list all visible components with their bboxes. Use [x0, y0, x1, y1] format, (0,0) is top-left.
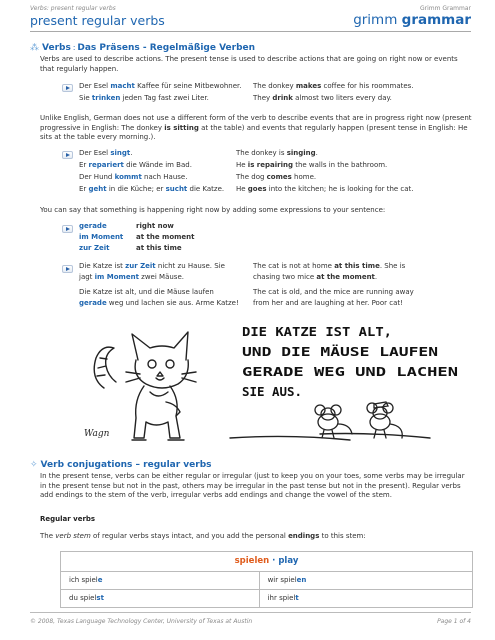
brand-word-1: grimm	[353, 12, 398, 29]
table-cell: wir spielen	[259, 572, 472, 590]
example-en-2: They drink almost two liters every day.	[253, 94, 392, 102]
expression-en-3: at this time	[136, 244, 182, 252]
table-row	[61, 572, 473, 590]
page-title: present regular verbs	[30, 12, 165, 28]
example-de-10: gerade weg und lachen sie aus. Arme Katze!	[79, 299, 239, 307]
section-icon: ⁂	[30, 43, 39, 53]
example-de-3: Der Esel singt.	[79, 149, 133, 157]
example-de-7: Die Katze ist zur Zeit nicht zu Hause. Sie	[79, 262, 225, 270]
expression-de-1: gerade	[79, 222, 107, 230]
running-header-left: Verbs: present regular verbs	[30, 5, 116, 12]
example-en-4: He is repairing the walls in the bathroom.	[236, 161, 388, 169]
example-de-6: Er geht in die Küche; er sucht die Katze.	[79, 185, 225, 193]
table-cell: du spielst	[61, 590, 260, 608]
caption-line-2: UND DIE MÄUSE LAUFEN	[242, 345, 387, 359]
expression-de-2: im Moment	[79, 233, 124, 241]
illustration-signature: Wagn	[84, 429, 110, 439]
brand-word-2: grammar	[401, 12, 471, 29]
section-title: Verbs	[42, 43, 71, 53]
example-de-1: Der Esel macht Kaffee für seine Mitbewohner.	[79, 82, 242, 90]
example-en-8: chasing two mice at the moment.	[253, 273, 378, 281]
expression-de-3: zur Zeit	[79, 244, 110, 252]
section-separator: :	[72, 43, 76, 52]
table-row	[61, 590, 473, 608]
footer-copyright: © 2008, Texas Language Technology Center, University of Texas at Austin	[30, 618, 253, 625]
expression-en-1: right now	[136, 222, 174, 230]
example-en-6: He goes into the kitchen; he is looking for the cat.	[236, 185, 414, 193]
play-icon[interactable]	[62, 84, 73, 92]
example-de-5: Der Hund kommt nach Hause.	[79, 173, 188, 181]
section-icon: ✧	[30, 460, 38, 470]
example-en-3: The donkey is singing.	[236, 149, 318, 157]
intro-paragraph: Verbs are used to describe actions. The present tense is used to describe actions that are going on right now or events that regularly happen.	[40, 55, 458, 73]
paragraph-verb-stem: The verb stem of regular verbs stays intact, and you add the personal endings to this stem:	[40, 532, 366, 540]
conjugation-table	[60, 551, 473, 608]
expression-en-2: at the moment	[136, 233, 195, 241]
example-de-4: Er repariert die Wände im Bad.	[79, 161, 192, 169]
section-heading-conjugations	[30, 459, 212, 471]
paragraph-conjugations: In the present tense, verbs can be either regular or irregular (just to keep you on your toes, some verbs may be irregular in the present tense but not in the past, others may be irregular in the past tense but not in the present). Regular verbs add endings to the stem of the verb, irregular verbs add endings and change the vowel of the stem.	[40, 472, 465, 500]
play-icon[interactable]	[62, 151, 73, 159]
example-en-1: The donkey makes coffee for his roommates.	[253, 82, 414, 90]
paragraph-progressive: Unlike English, German does not use a different form of the verb to describe events that are in progress right now (present progressive in English: The donkey is sitting at the table) and events that regularly happen (present tense in English: He sits at the table every morning.).	[40, 114, 472, 142]
title-bar	[30, 14, 471, 32]
table-cell: ich spiele	[61, 572, 260, 590]
example-de-2: Sie trinken jeden Tag fast zwei Liter.	[79, 94, 209, 102]
caption-line-3: GERADE WEG UND LACHEN	[242, 365, 458, 379]
play-icon[interactable]	[62, 225, 73, 233]
caption-line-1: DIE KATZE IST ALT,	[242, 325, 392, 339]
example-en-7: The cat is not at home at this time. She is	[253, 262, 406, 270]
subheading-regular-verbs: Regular verbs	[40, 515, 96, 523]
section-title: Verb conjugations – regular verbs	[40, 460, 212, 470]
paragraph-expressions: You can say that something is happening right now by adding some expressions to your sentence:	[40, 206, 386, 214]
table-cell: ihr spielt	[259, 590, 472, 608]
section-heading-verbs	[30, 42, 255, 54]
table-header-row	[61, 552, 473, 572]
caption-line-4: SIE AUS.	[242, 385, 302, 399]
section-title-german: Das Präsens - Regelmäßige Verben	[77, 43, 256, 53]
example-en-9: The cat is old, and the mice are running away	[253, 288, 414, 296]
example-de-8: jagt im Moment zwei Mäuse.	[79, 273, 184, 281]
example-en-10: from her and are laughing at her. Poor cat!	[253, 299, 403, 307]
play-icon[interactable]	[62, 265, 73, 273]
example-de-9: Die Katze ist alt, und die Mäuse laufen	[79, 288, 214, 296]
brand-logo	[353, 11, 471, 30]
cat-and-mice-illustration	[80, 318, 470, 450]
example-en-5: The dog comes home.	[236, 173, 317, 181]
table-header: spielen · play	[61, 552, 473, 572]
page-footer	[30, 612, 471, 636]
footer-page-number: Page 1 of 4	[437, 618, 471, 625]
running-header-right: Grimm Grammar	[419, 5, 471, 12]
